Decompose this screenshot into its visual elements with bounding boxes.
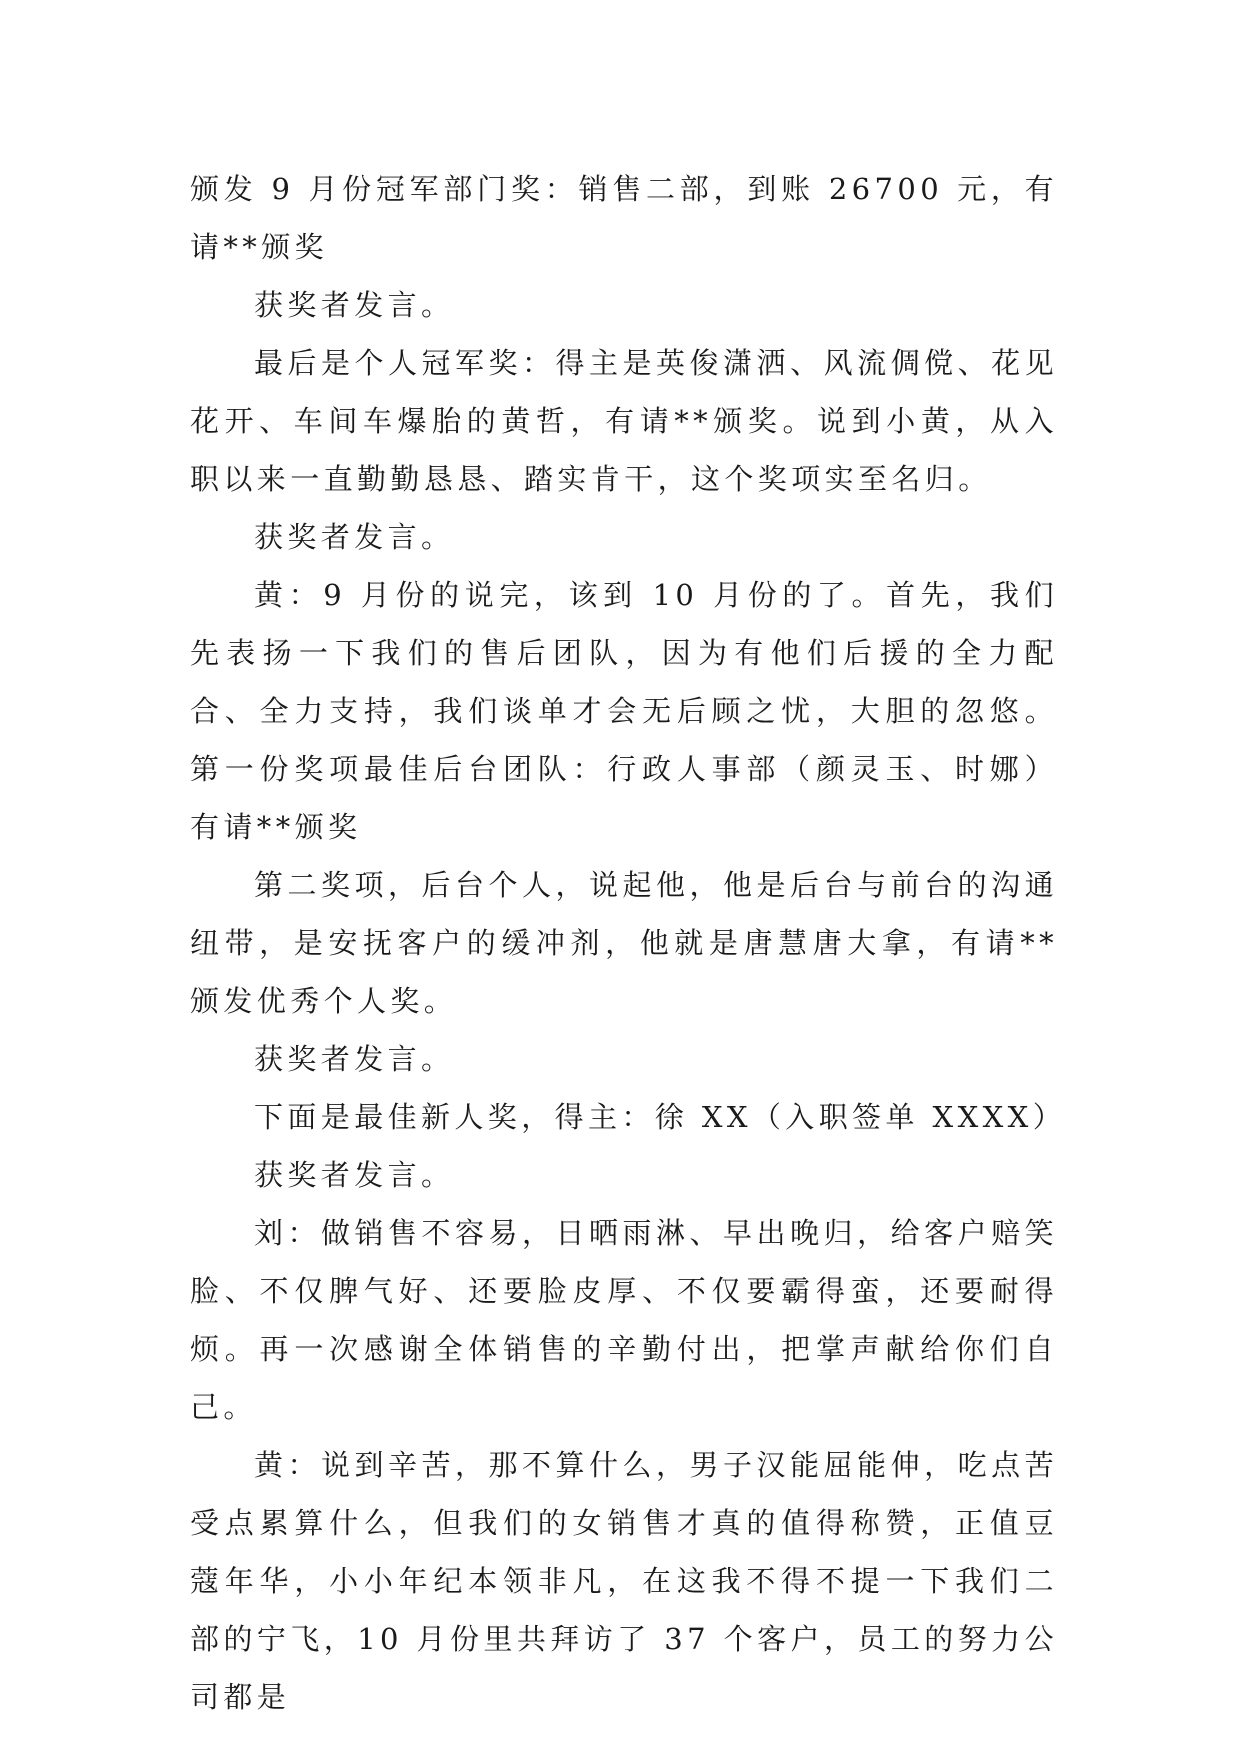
paragraph-winner-speech: 获奖者发言。	[254, 1158, 455, 1192]
paragraph-individual-champion: 最后是个人冠军奖：得主是英俊潇洒、风流倜傥、花见花开、车间车爆胎的黄哲，有请**颁奖。说到小黄，从入职以来一直勤勤恳恳、踏实肯干，这个奖项实至名归。	[190, 346, 1058, 496]
paragraph-october-intro: 黄：9 月份的说完，该到 10 月份的了。首先，我们先表扬一下我们的售后团队，因为有他们后援的全力配合、全力支持，我们谈单才会无后顾之忧，大胆的忽悠。第一份奖项最佳后台团队：行政人事部（颜灵玉、时娜）有请**颁奖	[190, 578, 1058, 844]
paragraph-best-newcomer: 下面是最佳新人奖，得主：徐 XX（入职签单 XXXX）	[254, 1100, 1067, 1134]
paragraph-sales-thanks: 刘：做销售不容易，日晒雨淋、早出晚归，给客户赔笑脸、不仅脾气好、还要脸皮厚、不仅要霸得蛮，还要耐得烦。再一次感谢全体销售的辛勤付出，把掌声献给你们自己。	[190, 1216, 1058, 1424]
paragraph-winner-speech: 获奖者发言。	[254, 1042, 455, 1076]
paragraph-winner-speech: 获奖者发言。	[254, 520, 455, 554]
paragraph-winner-speech: 获奖者发言。	[254, 288, 455, 322]
paragraph-award-department: 颁发 9 月份冠军部门奖：销售二部，到账 26700 元，有请**颁奖	[190, 172, 1058, 264]
document-page	[190, 160, 1067, 1726]
paragraph-backstage-individual: 第二奖项，后台个人，说起他，他是后台与前台的沟通纽带，是安抚客户的缓冲剂，他就是唐慧唐大拿，有请**颁发优秀个人奖。	[190, 868, 1058, 1018]
paragraph-female-sales: 黄：说到辛苦，那不算什么，男子汉能屈能伸，吃点苦受点累算什么，但我们的女销售才真的值得称赞，正值豆蔻年华，小小年纪本领非凡，在这我不得不提一下我们二部的宁飞，10 月份里共拜访了 37 个客户，员工的努力公司都是	[190, 1448, 1058, 1714]
